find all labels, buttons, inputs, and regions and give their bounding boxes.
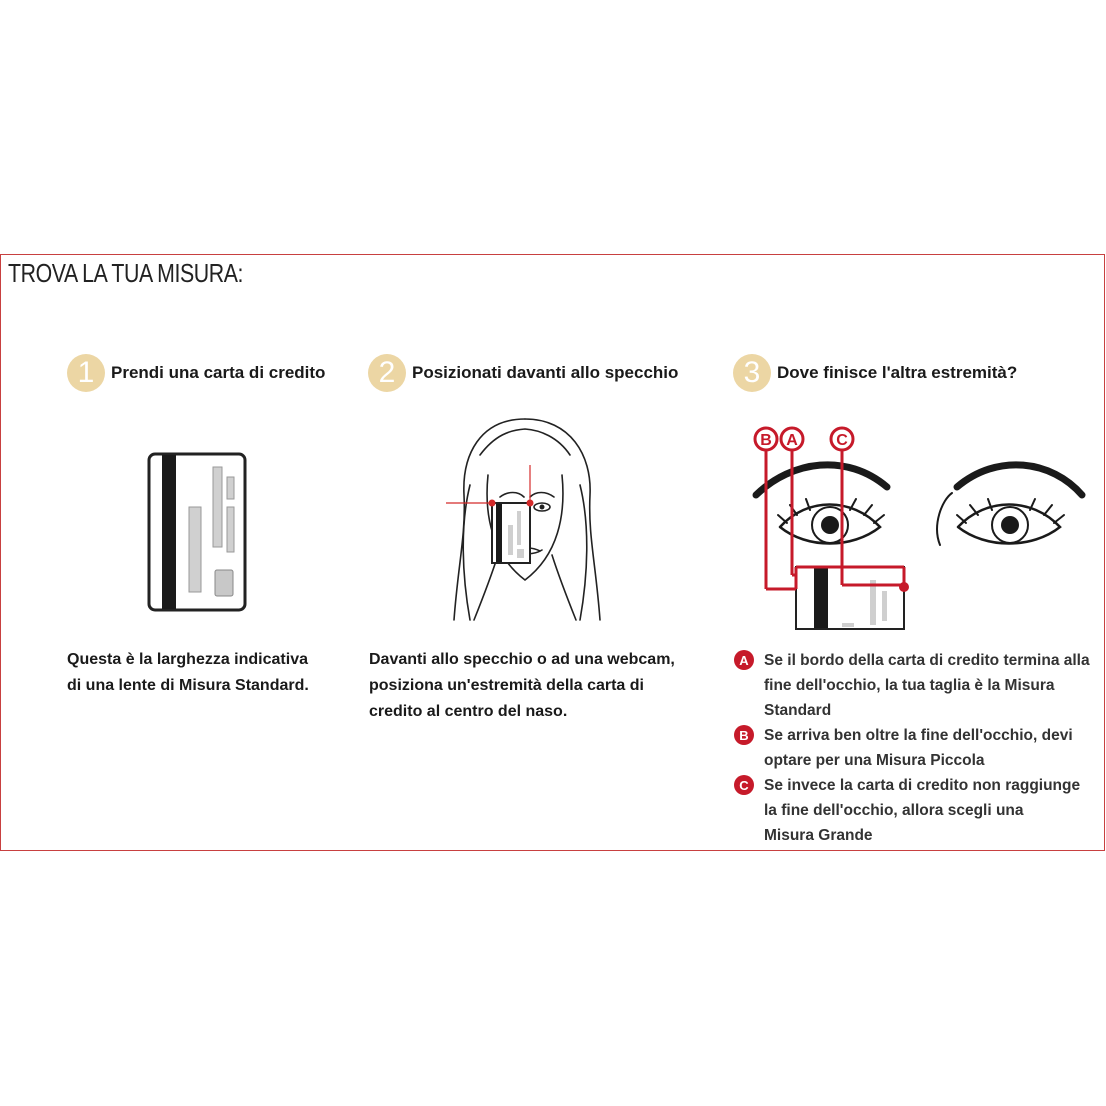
marker-letter-a: A: [786, 432, 798, 449]
step-1-description: [67, 647, 309, 699]
step-2-number: 2: [368, 354, 406, 392]
step-3-number: 3: [733, 354, 771, 392]
face-illustration: [440, 415, 610, 625]
option-b: [734, 723, 1104, 773]
step-1-number: 1: [67, 354, 105, 392]
option-b-line: Se arriva ben oltre la fine dell'occhio, devi: [764, 727, 1073, 744]
option-c-line: la fine dell'occhio, allora scegli una: [764, 802, 1024, 819]
option-c-line: Se invece la carta di credito non raggiunge: [764, 777, 1081, 794]
step-3: [733, 354, 1017, 392]
option-a-line: Se il bordo della carta di credito termina alla: [764, 652, 1090, 669]
option-c: [734, 773, 1104, 848]
step-1-description-line: di una lente di Misura Standard.: [67, 677, 309, 694]
option-c-badge: C: [734, 775, 754, 795]
step-2: [368, 354, 678, 392]
step-2-description: [369, 647, 675, 725]
option-a-line: fine dell'occhio, la tua taglia è la Misura: [764, 677, 1055, 694]
step-2-label: Posizionati davanti allo specchio: [412, 363, 679, 382]
step-1-label: Prendi una carta di credito: [111, 363, 326, 382]
page-title: TROVA LA TUA MISURA:: [8, 258, 244, 288]
marker-letter-b: B: [760, 432, 772, 449]
option-c-text: [764, 773, 1104, 848]
step-1: [67, 354, 325, 392]
step-1-description-line: Questa è la larghezza indicativa: [67, 651, 308, 668]
step-3-label: Dove finisce l'altra estremità?: [777, 363, 1018, 382]
option-b-text: [764, 723, 1104, 773]
step-2-description-line: credito al centro del naso.: [369, 703, 568, 720]
marker-letter-c: C: [836, 432, 848, 449]
option-a-line: Standard: [764, 702, 832, 719]
option-a-badge: A: [734, 650, 754, 670]
step-2-description-line: posiziona un'estremità della carta di: [369, 677, 644, 694]
option-a-text: [764, 648, 1104, 723]
option-a: [734, 648, 1104, 723]
credit-card-icon: [147, 452, 247, 612]
eyes-measure-illustration: [752, 425, 1092, 635]
option-c-line: Misura Grande: [764, 827, 873, 844]
option-b-line: optare per una Misura Piccola: [764, 752, 985, 769]
option-b-badge: B: [734, 725, 754, 745]
step-2-description-line: Davanti allo specchio o ad una webcam,: [369, 651, 675, 668]
